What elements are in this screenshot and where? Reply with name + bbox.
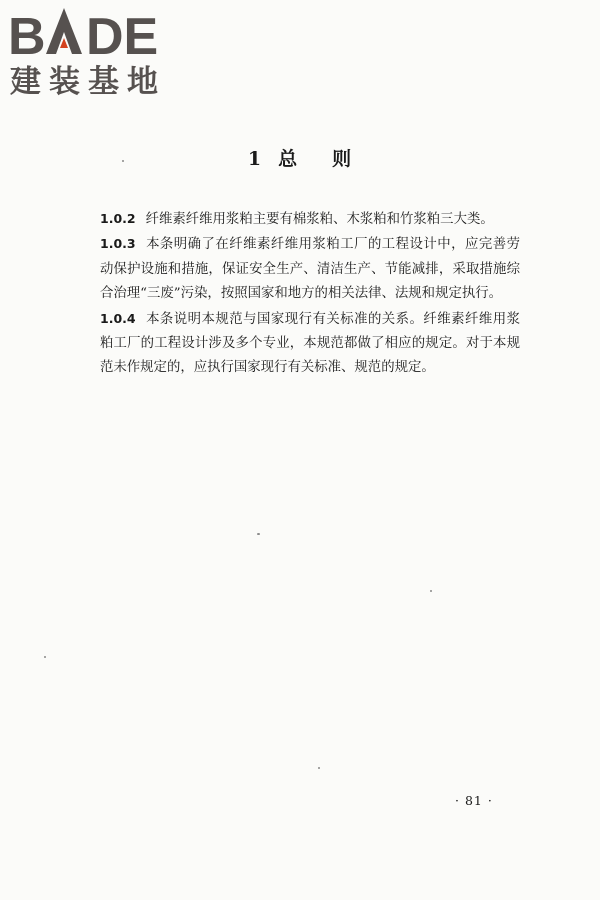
clause-number: 1.0.4	[100, 310, 136, 326]
scan-speck	[430, 590, 432, 592]
chapter-number: 1	[247, 148, 263, 170]
clause-text: 本条明确了在纤维素纤维用浆粕工厂的工程设计中，应完善劳动保护设施和措施，保证安全生产、清洁生产、节能减排，采取措施综合治理“三废”污染，按照国家和地方的相关法律、法规和规定执行。	[100, 237, 520, 302]
chapter-title	[0, 144, 600, 171]
clause-1-0-2	[100, 207, 520, 232]
page-number: · 81 ·	[455, 793, 493, 808]
scan-speck	[257, 533, 260, 535]
clause-1-0-4	[100, 307, 520, 381]
svg-text:B: B	[8, 8, 46, 66]
scan-speck	[122, 160, 124, 162]
clause-number: 1.0.3	[100, 236, 136, 252]
clause-text: 纤维素纤维用浆粕主要有棉浆粕、木浆粕和竹浆粕三大类。	[145, 212, 494, 227]
bade-logo	[8, 4, 178, 100]
clause-text: 本条说明本规范与国家现行有关标准的关系。纤维素纤维用浆粕工厂的工程设计涉及多个专业，本规范都做了相应的规定。对于本规范未作规定的，应执行国家现行有关标准、规范的规定。	[100, 311, 520, 376]
clause-1-0-3	[100, 232, 520, 306]
chapter-title-char-1: 总	[278, 148, 299, 170]
chapter-title-char-2: 则	[332, 148, 353, 170]
bade-logo-graphic	[8, 4, 178, 100]
svg-text:建装基地: 建装基地	[10, 64, 166, 100]
svg-text:DE: DE	[86, 8, 159, 66]
scan-speck	[318, 767, 320, 769]
clause-number: 1.0.2	[100, 211, 136, 226]
scan-speck	[44, 656, 46, 658]
clause-list	[100, 207, 520, 381]
